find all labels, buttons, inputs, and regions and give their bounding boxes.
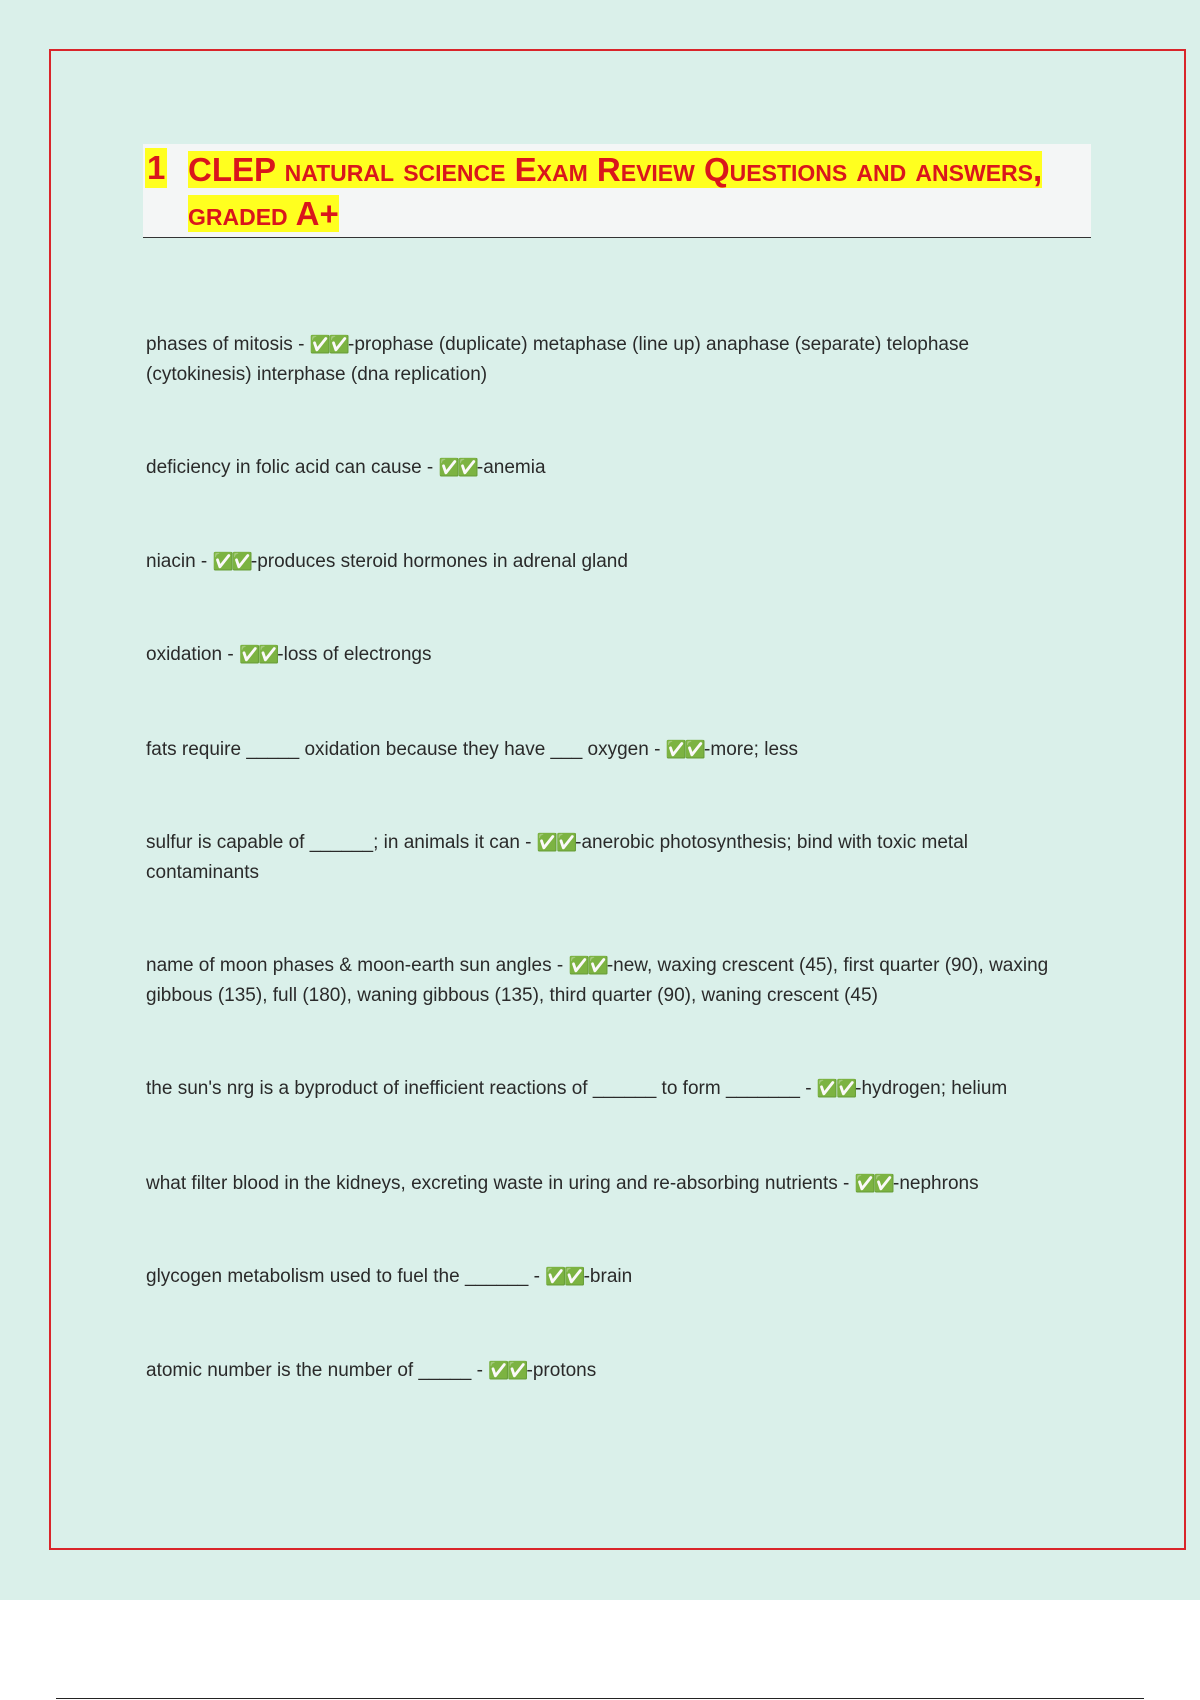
question-text: niacin - (146, 551, 213, 572)
check-mark-icon: ✅✅ (568, 956, 607, 976)
qa-item-6 (146, 828, 1066, 888)
answer-text: -prophase (duplicate) metaphase (line up) anaphase (separate) telophase (cytokinesis) interphase (dna replication) (146, 334, 970, 385)
check-mark-icon: ✅✅ (488, 1361, 527, 1381)
question-text: deficiency in folic acid can cause - (146, 457, 439, 478)
qa-item-4 (146, 640, 1066, 670)
question-text: name of moon phases & moon-earth sun angles - (146, 955, 569, 976)
check-mark-icon: ✅✅ (854, 1174, 894, 1194)
qa-item-10 (146, 1262, 1066, 1292)
answer-text: -produces steroid hormones in adrenal gland (250, 551, 628, 572)
check-mark-icon: ✅✅ (238, 645, 278, 665)
qa-item-5 (146, 735, 1066, 765)
page-title-text: CLEP natural science Exam Review Questions and answers, graded A+ (188, 151, 1043, 232)
check-mark-icon: ✅✅ (536, 833, 576, 853)
answer-text: -hydrogen; helium (855, 1078, 1008, 1099)
qa-item-2 (146, 453, 1066, 483)
check-mark-icon: ✅✅ (212, 552, 251, 572)
check-mark-icon: ✅✅ (438, 458, 477, 478)
question-text: atomic number is the number of _____ - (146, 1360, 489, 1381)
page-title (188, 148, 1068, 236)
check-mark-icon: ✅✅ (545, 1267, 584, 1287)
page-border (49, 49, 1186, 1550)
answer-text: -new, waxing crescent (45), first quarter (90), waxing gibbous (135), full (180), waning gibbous (135), third quarter (90), waning crescent (45) (146, 955, 1049, 1006)
question-text: the sun's nrg is a byproduct of inefficient reactions of ______ to form _______ - (146, 1078, 817, 1099)
answer-text: -anemia (476, 457, 546, 478)
question-text: sulfur is capable of ______; in animals it can - (146, 832, 537, 853)
question-text: glycogen metabolism used to fuel the ______ - (146, 1266, 546, 1287)
check-mark-icon: ✅✅ (816, 1079, 856, 1099)
footer-divider (56, 1698, 1144, 1699)
qa-item-11 (146, 1356, 1066, 1386)
answer-text: -more; less (704, 739, 799, 760)
question-text: what filter blood in the kidneys, excreting waste in uring and re-absorbing nutrients - (146, 1173, 855, 1194)
check-mark-icon: ✅✅ (665, 740, 705, 760)
answer-text: -loss of electrongs (277, 644, 432, 665)
qa-item-3 (146, 547, 1066, 577)
heading-number: 1 (147, 149, 166, 186)
answer-text: -protons (526, 1360, 597, 1381)
qa-item-7 (146, 951, 1066, 1011)
answer-text: -brain (583, 1266, 633, 1287)
answer-text: -anerobic photosynthesis; bind with toxic metal contaminants (146, 832, 968, 883)
question-text: fats require _____ oxidation because they have ___ oxygen - (146, 739, 666, 760)
check-mark-icon: ✅✅ (309, 335, 349, 355)
question-text: oxidation - (146, 644, 239, 665)
answer-text: -nephrons (893, 1173, 979, 1194)
title-block (143, 144, 1091, 238)
qa-item-8 (146, 1074, 1066, 1104)
qa-item-1 (146, 330, 1066, 390)
question-text: phases of mitosis - (146, 334, 310, 355)
qa-item-9 (146, 1169, 1066, 1199)
